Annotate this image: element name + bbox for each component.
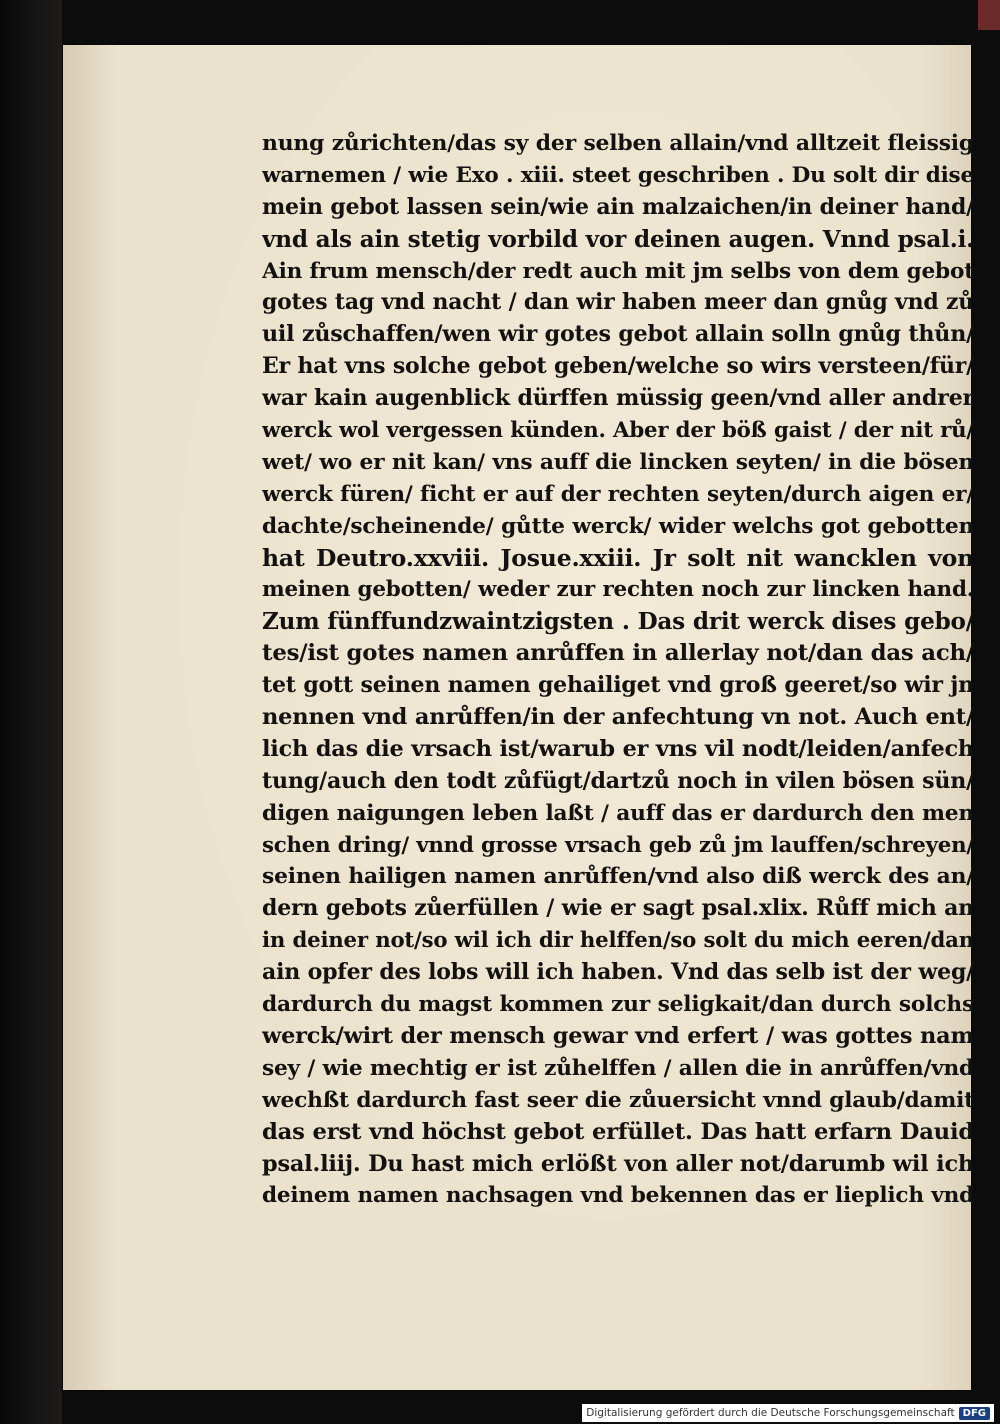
text-line: psal.liij. Du hast mich erlößt von aller not/darumb wil ich — [262, 1150, 974, 1177]
text-line: Ain frum mensch/der redt auch mit jm selbs von dem gebot — [262, 258, 974, 284]
text-line: war kain augenblick dürffen müssig geen/vnd aller andrer — [262, 385, 974, 412]
book-edge — [0, 0, 62, 1424]
funding-footer — [582, 1404, 994, 1422]
text-line: gotes tag vnd nacht / dan wir haben meer dan gnůg vnd zů — [262, 289, 974, 316]
text-line: mein gebot lassen sein/wie ain malzaichen/in deiner hand/ — [262, 193, 974, 220]
text-line: nung zůrichten/das sy der selben allain/vnd alltzeit fleissig — [262, 130, 974, 156]
corner-tab — [978, 0, 1000, 30]
text-line: hat Deutro.xxviii. Josue.xxiii. Jr solt nit wancklen von — [262, 543, 974, 572]
text-line: lich das die vrsach ist/warub er vns vil nodt/leiden/anfech — [262, 735, 974, 762]
text-line: sey / wie mechtig er ist zůhelffen / allen die in anrůffen/vnd — [262, 1055, 974, 1081]
text-line: tung/auch den todt zůfügt/dartzů noch in vilen bösen sün/ — [262, 767, 974, 794]
text-line: uil zůschaffen/wen wir gotes gebot allain solln gnůg thůn/ — [262, 321, 974, 348]
text-line: in deiner not/so wil ich dir helffen/so solt du mich eeren/dan — [262, 928, 974, 954]
text-line: werck füren/ ficht er auf der rechten seyten/durch aigen er/ — [262, 481, 974, 507]
text-line: Er hat vns solche gebot geben/welche so wirs versteen/für/ — [262, 353, 974, 380]
text-line: warnemen / wie Exo . xiii. steet geschriben . Du solt dir dise — [262, 162, 974, 188]
text-line: meinen gebotten/ weder zur rechten noch zur lincken hand. — [262, 577, 974, 603]
text-line: vnd als ain stetig vorbild vor deinen augen. Vnnd psal.i. — [262, 225, 974, 253]
dfg-logo: DFG — [959, 1407, 990, 1420]
text-line: wet/ wo er nit kan/ vns auff die lincken seyten/ in die bösen — [262, 449, 974, 475]
page-text — [262, 128, 992, 1212]
text-line: seinen hailigen namen anrůffen/vnd also diß werck des an/ — [262, 864, 974, 890]
text-line: dachte/scheinende/ gůtte werck/ wider welchs got gebotten — [262, 513, 974, 539]
text-line: werck wol vergessen künden. Aber der böß gaist / der nit rů/ — [262, 418, 974, 444]
text-line: digen naigungen leben laßt / auff das er dardurch den men — [262, 800, 974, 826]
text-line: schen dring/ vnnd grosse vrsach geb zů jm lauffen/schreyen/ — [262, 832, 974, 858]
text-line: wechßt dardurch fast seer die zůuersicht vnnd glaub/damit — [262, 1087, 974, 1113]
text-line: das erst vnd höchst gebot erfüllet. Das hatt erfarn Dauid — [262, 1118, 974, 1145]
text-line: dern gebots zůerfüllen / wie er sagt psal.xlix. Růff mich an — [262, 895, 974, 922]
footer-text: Digitalisierung gefördert durch die Deutsche Forschungsgemeinschaft — [586, 1407, 955, 1419]
text-line: dardurch du magst kommen zur seligkait/dan durch solchs — [262, 992, 974, 1018]
text-line: deinem namen nachsagen vnd bekennen das er lieplich vnd — [262, 1183, 974, 1209]
text-line: tes/ist gotes namen anrůffen in allerlay not/dan das ach/ — [262, 640, 974, 667]
text-line: Zum fünffundzwaintzigsten . Das drit werck dises gebo/ — [262, 608, 974, 636]
text-line: werck/wirt der mensch gewar vnd erfert / was gottes nam — [262, 1022, 974, 1049]
text-line: tet gott seinen namen gehailiget vnd groß geeret/so wir jn — [262, 672, 974, 699]
text-line: ain opfer des lobs will ich haben. Vnd das selb ist der weg/ — [262, 959, 974, 986]
text-line: nennen vnd anrůffen/in der anfechtung vn not. Auch ent/ — [262, 704, 974, 731]
